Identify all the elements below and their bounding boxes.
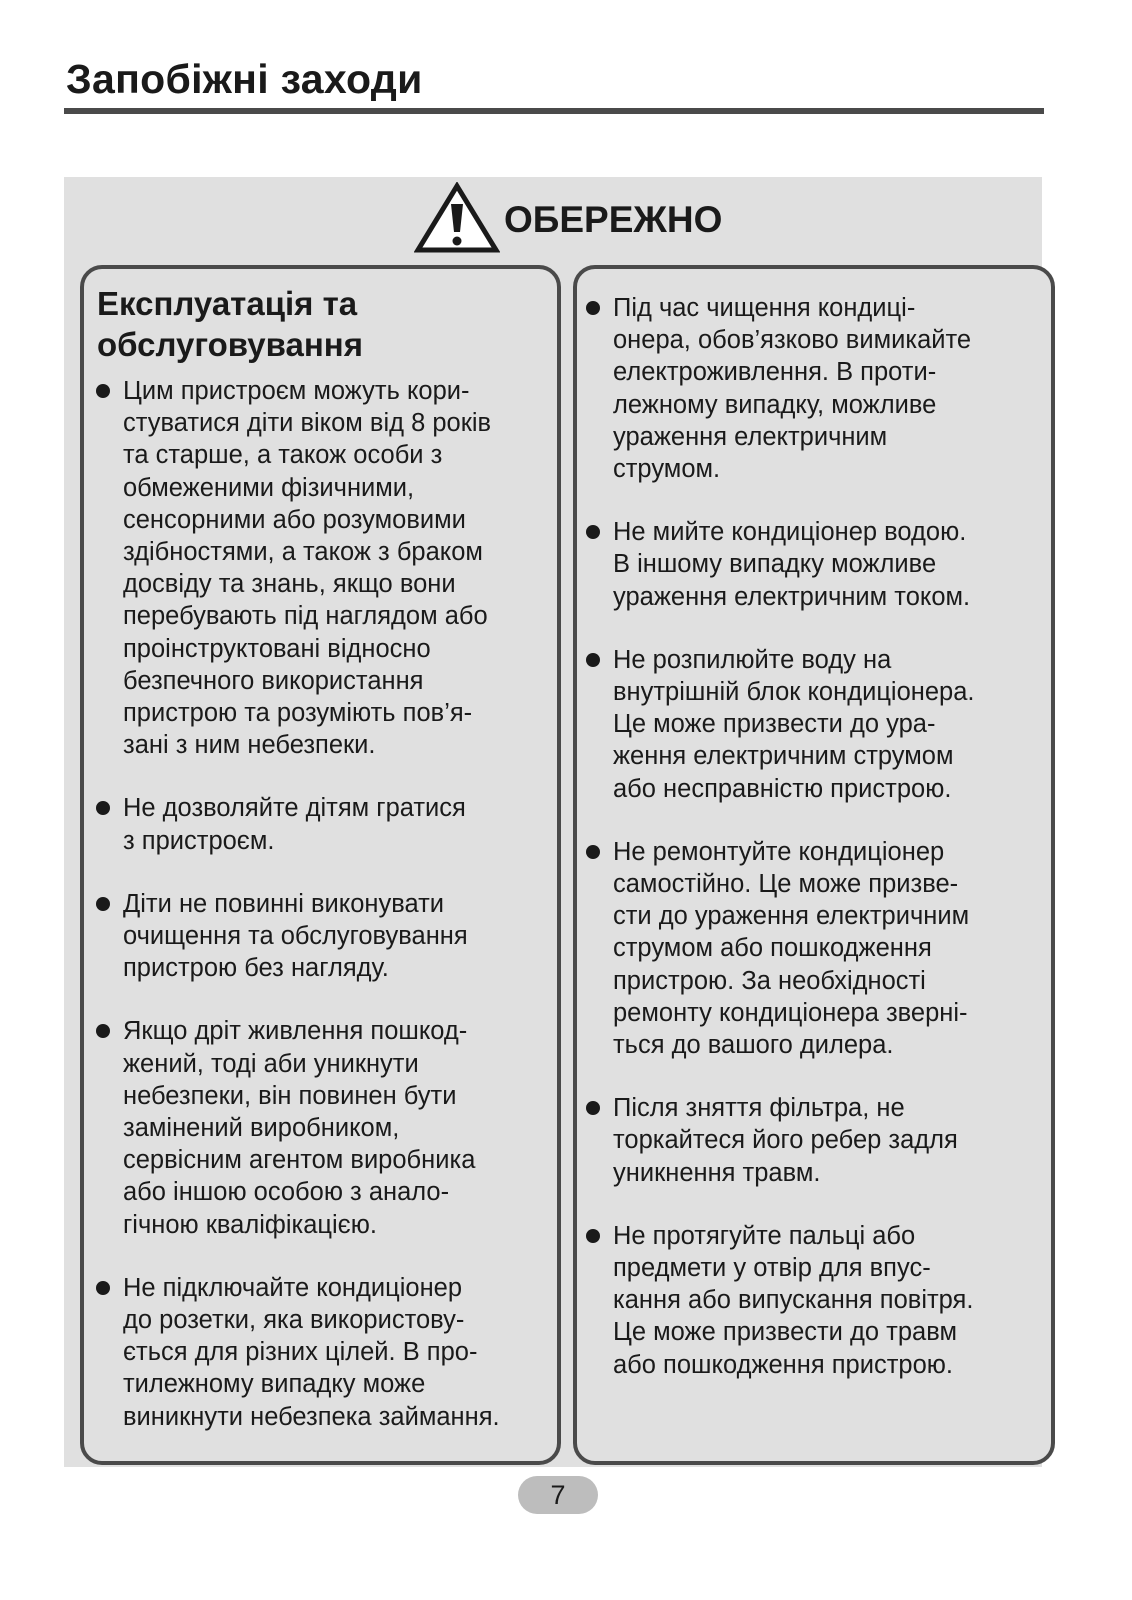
list-item-text: Якщо дріт живлення пошкод- жений, тоді аби уникнути небезпеки, він повинен бути замінений виробником, сервісним агентом виробника або іншою особою з анало- гічною кваліфікацією. [123, 1017, 476, 1239]
list-item [96, 375, 558, 761]
bullet-icon [96, 801, 110, 815]
page-number: 7 [518, 1476, 598, 1514]
list-item [586, 1092, 1048, 1189]
list-item [586, 292, 1048, 485]
list-item-text: Не розпилюйте воду на внутрішній блок кондиціонера. Це може призвести до ура- ження електричним струмом або несправністю пристрою. [613, 645, 975, 803]
list-item [96, 1015, 558, 1240]
caution-header [414, 182, 722, 254]
bullet-icon [586, 301, 600, 315]
list-item [586, 836, 1048, 1061]
list-item [96, 888, 558, 985]
list-item [586, 516, 1048, 613]
list-item-text: Діти не повинні виконувати очищення та обслуговування пристрою без нагляду. [123, 889, 468, 983]
bullet-icon [96, 384, 110, 398]
bullet-icon [586, 845, 600, 859]
list-item-text: Не ремонтуйте кондиціонер самостійно. Це може призве- сти до ураження електричним струмом або пошкодження пристрою. За необхідності ремонту кондиціонера зверні- ться до вашого дилера. [613, 837, 970, 1060]
caution-label: ОБЕРЕЖНО [504, 199, 723, 240]
list-item-text: Не мийте кондиціонер водою. В іншому випадку можливе ураження електричним током. [613, 518, 971, 611]
page-title: Запобіжні заходи [66, 56, 423, 102]
list-item [96, 1272, 558, 1433]
left-column-list [96, 375, 558, 1464]
section-heading-text: Експлуатація та обслуговування [97, 285, 363, 363]
list-item-text: Не дозволяйте дітям гратися з пристроєм. [123, 794, 466, 855]
bullet-icon [96, 1024, 110, 1038]
list-item-text: Під час чищення кондиці- онера, обов’язково вимикайте електроживлення. В проти- лежному випадку, можливе ураження електричним струмом. [613, 294, 972, 484]
list-item-text: Після зняття фільтра, не торкайтеся його ребер задля уникнення травм. [613, 1094, 958, 1187]
list-item-text: Не підключайте кондиціонер до розетки, яка використову- ється для різних цілей. В про- тилежному випадку може виникнути небезпека займання. [123, 1273, 500, 1431]
bullet-icon [96, 1281, 110, 1295]
bullet-icon [586, 525, 600, 539]
section-heading [97, 283, 557, 365]
list-item-text: Не протягуйте пальці або предмети у отвір для впус- кання або випускання повітря. Це може призвести до травм або пошкодження пристрою. [613, 1221, 974, 1379]
bullet-icon [96, 897, 110, 911]
bullet-icon [586, 1101, 600, 1115]
bullet-icon [586, 653, 600, 667]
list-item-text: Цим пристроєм можуть кори- стуватися діти віком від 8 років та старше, а також особи з обмеженими фізичними, сенсорними або розумовими здібностями, а також з браком досвіду та знань, якщо вони перебувають під наглядом або проінструктовані відносно безпечного використання пристрою та розуміють пов’я- зані з ним небезпеки. [123, 377, 492, 760]
bullet-icon [586, 1229, 600, 1243]
right-column-list [586, 292, 1048, 1412]
title-underline [64, 108, 1044, 114]
list-item [586, 644, 1048, 805]
warning-triangle-icon [414, 182, 500, 254]
list-item [96, 792, 558, 856]
list-item [586, 1220, 1048, 1381]
